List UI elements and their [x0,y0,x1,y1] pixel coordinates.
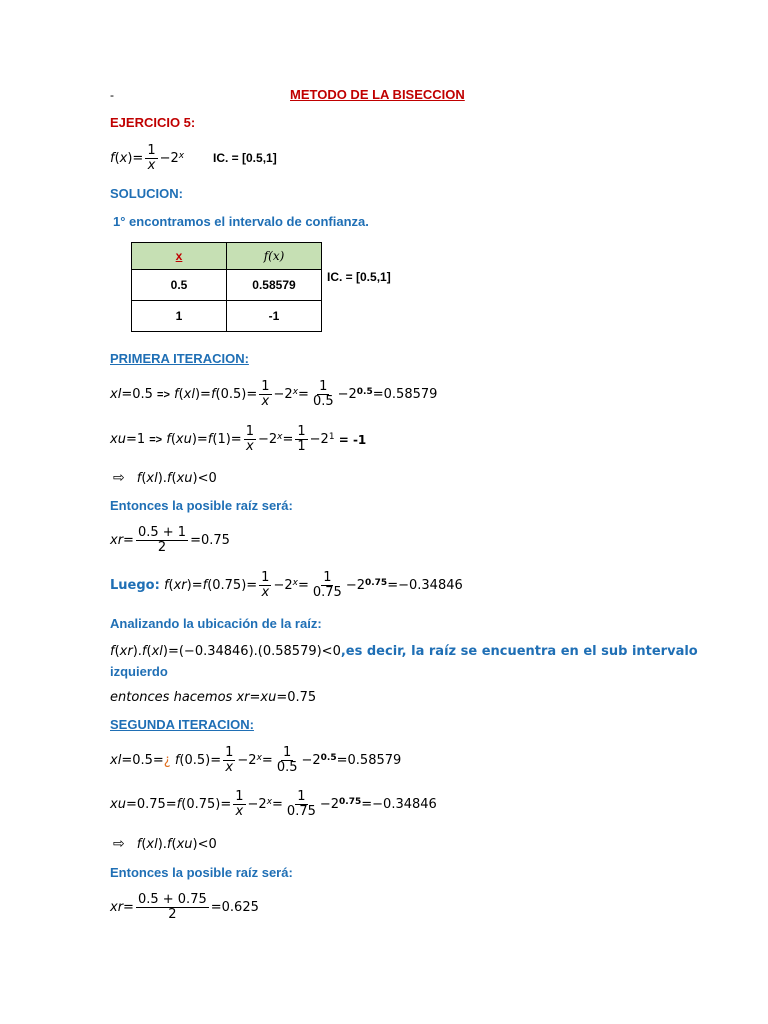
analyzing-root-heading: Analizando la ubicación de la raíz: [110,616,322,631]
right-arrow-icon: ⇨ [113,836,125,852]
second-iteration-xu-equation: xu =0.75= f (0.75)= $\frac{1}{x}$ −2 $^x$ = $\frac{1}{0.75}$ −2 $^{0.75}$ =−0.34846 [110,789,437,819]
first-iteration-heading: PRIMERA ITERACION: [110,351,249,366]
table-row [132,301,322,332]
table-header-row [132,243,322,270]
table-header-fx: f(x) [227,243,322,270]
possible-root-heading-1: Entonces la posible raíz será: [110,498,293,513]
confidence-interval-table [131,242,322,332]
second-iteration-heading: SEGUNDA ITERACION: [110,717,254,732]
exercise-label: EJERCICIO 5: [110,115,196,130]
table-cell: 0.58579 [227,270,322,301]
table-header-x: x [132,243,227,270]
table-cell: 0.5 [132,270,227,301]
leading-dash: - [110,88,114,102]
assignment-statement: entonces hacemos xr = xu =0.75 [110,690,317,705]
step-one-text: 1° encontramos el intervalo de confianza. [113,214,369,229]
root-location-equation: f ( xr ). f ( xl )=(−0.34846).(0.58579)<0 ,es decir, la raíz se encuentra en el sub intervalo [110,644,698,659]
luego-equation: Luego: f ( xr )= f (0.75)= $\frac{1}{x}$ −2 $^x$ = $\frac{1}{0.75}$ −2 $^{0.75}$ = −0.34846 [110,570,463,600]
interval-label: IC. = [0.5,1] [213,151,277,165]
page-title: METODO DE LA BISECCION [290,87,465,102]
table-cell: -1 [227,301,322,332]
solution-heading: SOLUCION: [110,186,183,201]
first-iteration-xu-equation: xu =1 => f ( xu )= f (1)= $\frac{1}{x}$ −2 $^x$ = $\frac{1}{1}$ −2 $^1$ = -1 [110,424,367,454]
table-interval-label: IC. = [0.5,1] [327,270,391,284]
first-iteration-product-condition: ⇨ f ( xl ). f ( xu )<0 [113,470,217,486]
second-iteration-xl-equation: xl =0.5= ¿ f (0.5)= $\frac{1}{x}$ −2 $^x$ = $\frac{1}{0.5}$ −2 $^{0.5}$ =0.58579 [110,745,402,775]
function-definition: f ( x )= $\frac{1}{x}$ −2 $^x$ [110,143,185,173]
second-xr-equation: xr = $\frac{0.5 + 0.75}{2}$ = 0.625 [110,892,259,922]
second-iteration-product-condition: ⇨ f ( xl ). f ( xu )<0 [113,836,217,852]
right-arrow-icon: ⇨ [113,470,125,486]
first-iteration-xl-equation: xl =0.5 => f ( xl )= f (0.5)= $\frac{1}{x}$ −2 $^x$ = $\frac{1}{0.5}$ −2 $^{0.5}$ = 0.58579 [110,379,438,409]
first-xr-equation: xr = $\frac{0.5 + 1}{2}$ = 0.75 [110,525,230,555]
possible-root-heading-2: Entonces la posible raíz será: [110,865,293,880]
left-subinterval-text: izquierdo [110,664,168,679]
table-row [132,270,322,301]
table-cell: 1 [132,301,227,332]
